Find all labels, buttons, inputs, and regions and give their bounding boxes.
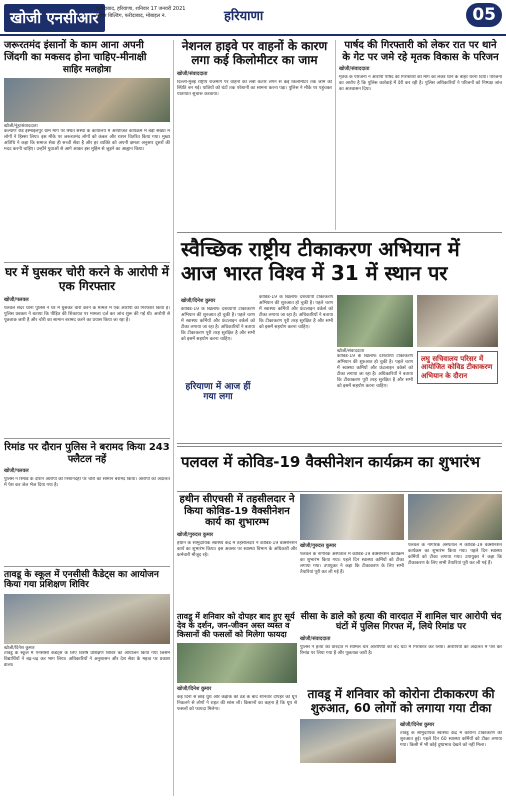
article-a4-text: तावडू के स्कूल में एनसीसी कैडेट्स के लिए विशेष प्रशिक्षण शिविर का आयोजन किया गया जिसमें विद्यार्थियों ने बढ़-चढ़ कर भाग लिया। अधिकारियों ने अनुशासन और देश सेवा के महत्व पर प्रकाश डाला। xyxy=(4,650,170,668)
article-a3 xyxy=(4,442,170,547)
article-a6 xyxy=(339,40,502,205)
banner-sun-headline: तावडू में शनिवार को दोपहर बाद हुए सूर्य देव के दर्शन, जन-जीवन अस्त व्यस्त व किसानों की फसलों को मिलेगा फायदा xyxy=(177,612,295,640)
article-a1-photo xyxy=(4,78,170,122)
banner-vaccination-col2 xyxy=(259,295,333,435)
banner-tawadu-vaccine-headline: तावडू में शनिवार को कोरोना टीकाकरण की शुरुआत, 60 लोगों को लगाया गया टीका xyxy=(307,687,495,715)
column-divider xyxy=(335,40,336,230)
banner-vaccination-text: कोविड-19 के खिलाफ देशव्यापी टीकाकरण अभियान की शुरुआत हो चुकी है। पहले चरण में स्वास्थ्य कर्मियों और फ्रंटलाइन वर्कर्स को टीका लगाया जा रहा है। अधिकारियों ने बताया कि टीकाकरण पूरी तरह सुरक्षित है और सभी को इसमें सहयोग करना चाहिए। xyxy=(181,307,255,342)
article-a4-photo xyxy=(4,594,170,644)
banner-palwal-headline: पलवल में कोविड-19 वैक्सीनेशन कार्यक्रम का शुभारंभ xyxy=(181,453,480,471)
article-a4-byline: खोजी/दिनेश कुमार xyxy=(4,645,35,651)
banner-murder-byline: खोजी/संवाददाता xyxy=(300,635,331,642)
article-a5-text: दिल्ली-मुंबई राष्ट्रीय राजमार्ग पर वाहनों की लंबी कतारें लगने से कई किलोमीटर तक जाम की स्थिति बन गई। यात्रियों को घंटों तक परेशानी का सामना करना पड़ा। पुलिस ने मौके पर पहुंचकर यातायात सुचारू करवाया। xyxy=(177,79,332,97)
article-a5-byline: खोजी/संवाददाता xyxy=(177,70,208,77)
banner-vaccination-photo xyxy=(337,295,413,347)
quote-box xyxy=(417,351,498,384)
banner-murder-text: पुलिस ने हत्या की वारदात में शामिल चार आरोपियों को चंद घंटों में गिरफ्तार कर लिया। आरोपियों को अदालत में पेश कर रिमांड पर लिया गया है और पूछताछ जारी है। xyxy=(300,644,502,656)
banner-vaccination-headline: स्वैच्छिक राष्ट्रीय टीकाकरण अभियान में आज भारत विश्व में 31 में स्थान पर xyxy=(181,237,460,285)
article-a3-text: पुलिस ने रिमांड के दौरान आरोपी की निशानदेही पर चोरी का सामान बरामद किया। आरोपी को अदालत में पेश कर जेल भेज दिया गया है। xyxy=(4,477,170,488)
banner-vaccination-photo-caption: खोजी/संवाददाता xyxy=(337,349,365,354)
banner-tawadu-vaccine-text: तावडू के सामुदायिक स्वास्थ्य केंद्र में कोरोना टीकाकरण की शुरुआत हुई। पहले दिन 60 स्वास्थ्य कर्मियों को टीका लगाया गया। किसी में भी कोई दुष्प्रभाव देखने को नहीं मिला। xyxy=(400,730,502,748)
dateline-text: फरीदाबाद, हरियाणा, शनिवार 17 जनवरी 2021 xyxy=(96,6,186,12)
article-a1-text: कल्याण रोड इस्माइलपुर ग्राम मार्ग पर स्थित संस्था के कार्यालय में आयोजित कार्यक्रम में बड़ी संख्या में लोगों ने हिस्सा लिया। इस मौके पर जरूरतमंद लोगों को कंबल और राशन वितरित किया गया। मुख्य अतिथि ने कहा कि समाज सेवा ही सच्ची सेवा है और हर व्यक्ति को अपनी क्षमता अनुसार दूसरों की मदद करनी चाहिए। उन्होंने युवाओं से आगे आकर इस मुहिम से जुड़ने का आह्वान किया। xyxy=(4,129,170,153)
banner-palwal-text-2: पलवल के नागरिक अस्पताल में कोविड-19 वैक्सीनेशन कार्यक्रम का शुभारंभ किया गया। पहले दिन स्वास्थ्य कर्मियों को टीका लगाया गया। उपायुक्त ने कहा कि टीकाकरण के लिए सभी तैयारियां पूरी कर ली गई हैं। xyxy=(408,543,502,566)
banner-murder xyxy=(300,612,502,679)
banner-vaccination-text-2: कोविड-19 के खिलाफ देशव्यापी टीकाकरण अभियान की शुरुआत हो चुकी है। पहले चरण में स्वास्थ्य कर्मियों और फ्रंटलाइन वर्कर्स को टीका लगाया जा रहा है। अधिकारियों ने बताया कि टीकाकरण पूरी तरह सुरक्षित है और सभी को इसमें सहयोग करना चाहिए। xyxy=(259,295,333,330)
article-a1-subheadline: साहिर मलहोत्रा xyxy=(62,65,112,75)
banner-sun-photo xyxy=(177,643,297,683)
article-a2 xyxy=(4,266,170,426)
article-a3-byline: खोजी/पलवल xyxy=(4,468,29,474)
banner-sun xyxy=(177,612,297,761)
article-a1-headline: जरूरतमंद इंसानों के काम आना अपनी जिंदगी का मकसद होना चाहिए-मीनाक्षी xyxy=(4,40,147,63)
banner-tawadu-vaccine-textcol xyxy=(400,719,502,767)
quote-text: लघु सचिवालय परिसर में आयोजित कोविड टीकाकरण अभियान के दौरान xyxy=(421,355,493,380)
article-a1-caption: खोजी/नूंह/संवाददाता xyxy=(4,124,38,130)
masthead xyxy=(0,0,506,36)
article-a2-headline: घर में घुसकर चोरी करने के आरोपी में एक गिरफ्तार xyxy=(5,265,169,293)
article-a2-byline: खोजी/पलवल xyxy=(4,296,29,303)
banner-palwal-side xyxy=(408,494,502,605)
divider xyxy=(4,438,170,439)
article-a2-text: पलवल सदर थाना पुलिस ने घर में घुसकर चोरी करने के मामले में एक आरोपी को गिरफ्तार किया है। पुलिस प्रवक्ता ने बताया कि पीड़ित की शिकायत पर मामला दर्ज कर जांच शुरू की गई थी। आरोपी से पूछताछ जारी है और चोरी का सामान बरामद करने का प्रयास किया जा रहा है। xyxy=(4,305,170,323)
banner-vaccination-col4 xyxy=(417,295,498,384)
section-title: हरियाणा xyxy=(224,9,264,24)
banner-vaccination-photo-2 xyxy=(417,295,498,347)
banner-tawadu-vaccine-photo xyxy=(300,719,396,763)
article-a5-headline: नेशनल हाइवे पर वाहनों के कारण लगा कई किलोमीटर का जाम xyxy=(181,39,328,67)
banner-palwal xyxy=(177,446,502,492)
banner-hathin-byline: खोजी/गुरुदत्त कुमार xyxy=(177,531,214,538)
article-a4-headline: तावडू के स्कूल में एनसीसी कैडेट्स का आयोजन किया गया प्रशिक्षण शिविर xyxy=(4,570,159,591)
banner-vaccination-text-3: कोविड-19 के खिलाफ देशव्यापी टीकाकरण अभियान की शुरुआत हो चुकी है। पहले चरण में स्वास्थ्य कर्मियों और फ्रंटलाइन वर्कर्स को टीका लगाया जा रहा है। अधिकारियों ने बताया कि टीकाकरण पूरी तरह सुरक्षित है और सभी को इसमें सहयोग करना चाहिए। xyxy=(337,354,413,389)
banner-palwal-photo-2 xyxy=(408,494,502,540)
banner-vaccination-col1 xyxy=(181,295,255,403)
article-a4 xyxy=(4,570,170,791)
brand-logo: खोजी एनसीआर xyxy=(4,4,105,32)
banner-palwal-body xyxy=(300,494,404,596)
banner-sun-text: कई दिनों से छाई धुंध और कड़ाके की ठंड के बाद शनिवार दोपहर को धूप निकलने से लोगों ने राहत की सांस ली। किसानों का कहना है कि धूप से फसलों को फायदा मिलेगा। xyxy=(177,694,297,712)
banner-hathin-headline: हथीन सीएचसी में तहसीलदार ने किया कोविड-19 वैक्सीनेशन कार्य का शुभारम्भ xyxy=(179,494,295,528)
banner-palwal-text: पलवल के नागरिक अस्पताल में कोविड-19 वैक्सीनेशन कार्यक्रम का शुभारंभ किया गया। पहले दिन स्वास्थ्य कर्मियों को टीका लगाया गया। उपायुक्त ने कहा कि टीकाकरण के लिए सभी तैयारियां पूरी कर ली गई हैं। xyxy=(300,552,404,575)
banner-sun-byline: खोजी/दिनेश कुमार xyxy=(177,685,212,692)
dateline-text-2: मंगोल बिल्डिंग, फरीदाबाद, मोबाइल नं. xyxy=(96,13,167,19)
banner-vaccination-subhead: हरियाणा में आज हीं गया लगा xyxy=(185,382,251,403)
article-a6-byline: खोजी/संवाददाता xyxy=(339,66,370,72)
banner-tawadu-vaccine-body xyxy=(300,719,502,767)
article-a1 xyxy=(4,40,170,233)
banner-hathin-text: हथीन के सामुदायिक स्वास्थ्य केंद्र में तहसीलदार ने कोविड-19 वैक्सीनेशन कार्य का शुभारंभ किया। इस अवसर पर स्वास्थ्य विभाग के अधिकारी और कर्मचारी मौजूद रहे। xyxy=(177,540,297,558)
divider xyxy=(4,566,170,567)
banner-vaccination-byline: खोजी/दिनेश कुमार xyxy=(181,298,216,304)
page-number: 05 xyxy=(466,3,502,27)
banner-vaccination xyxy=(177,232,502,444)
banner-tawadu-vaccine xyxy=(300,688,502,767)
article-a5 xyxy=(177,40,332,218)
banner-murder-headline: सीसा के डाले को हत्या की वारदात में शामिल चार आरोपी चंद घंटों में पुलिस गिरफ्त में, लिये रिमांड पर xyxy=(300,612,502,633)
banner-palwal-byline: खोजी/गुरुदत्त कुमार xyxy=(300,543,337,549)
banner-palwal-photo xyxy=(300,494,404,540)
banner-hathin xyxy=(177,494,297,591)
article-a3-headline: रिमांड पर दौरान पुलिस ने बरामद किया 243 फ्लैटल नहें xyxy=(4,442,170,465)
banner-tawadu-vaccine-byline: खोजी/दिनेश कुमार xyxy=(400,721,435,728)
column-divider xyxy=(173,40,174,796)
divider xyxy=(4,262,170,263)
article-a6-headline: पार्षद की गिरफ्तारी को लेकर रात पर थाने के गेट पर जमे रहे मृतक विकास के परिजन xyxy=(342,40,499,63)
banner-vaccination-col3 xyxy=(337,295,413,438)
article-a6-text: मृतक के परिजनों ने आरोपी पार्षद की गिरफ्तारी की मांग को लेकर थाने के बाहर धरना दिया। परिजनों का आरोप है कि पुलिस कार्रवाई में देरी कर रही है। पुलिस अधिकारियों ने परिजनों को निष्पक्ष जांच का आश्वासन दिया। xyxy=(339,75,502,92)
